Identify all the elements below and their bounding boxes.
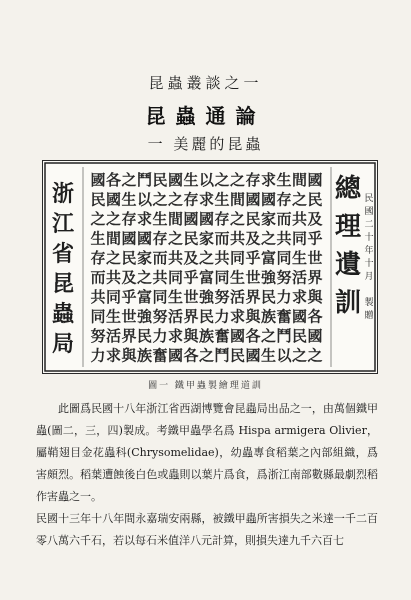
mosaic-glyph: 生 bbox=[214, 190, 230, 209]
mosaic-glyph: 及 bbox=[245, 229, 261, 248]
body-text bbox=[36, 398, 378, 552]
mosaic-glyph: 乎 bbox=[307, 229, 323, 248]
mosaic-glyph: 生 bbox=[167, 288, 184, 306]
mosaic-glyph: 國 bbox=[167, 346, 184, 365]
mosaic-glyph: 活 bbox=[291, 268, 308, 287]
mosaic-glyph: 之 bbox=[152, 190, 168, 209]
mosaic-glyph: 民 bbox=[291, 327, 308, 345]
mosaic-glyph: 之 bbox=[90, 210, 106, 228]
mosaic-glyph: 求 bbox=[136, 210, 153, 228]
mosaic-glyph: 國 bbox=[105, 190, 122, 209]
mosaic-glyph: 生 bbox=[291, 249, 308, 267]
right-column-char: 總 bbox=[334, 174, 362, 204]
mosaic-glyph: 國 bbox=[229, 327, 246, 345]
right-sub-char: 民 bbox=[364, 194, 374, 204]
mosaic-glyph: 努 bbox=[276, 268, 292, 287]
mosaic-glyph: 族 bbox=[260, 307, 277, 326]
mosaic-glyph: 民 bbox=[90, 190, 106, 209]
mosaic-glyph: 世 bbox=[121, 307, 137, 326]
mosaic-glyph: 活 bbox=[229, 288, 246, 306]
left-column-lettering bbox=[52, 181, 75, 357]
mosaic-glyph: 各 bbox=[245, 327, 261, 345]
right-sub-char: 贈 bbox=[364, 311, 374, 321]
mosaic-glyph: 共 bbox=[291, 210, 308, 228]
mosaic-glyph: 鬥 bbox=[136, 171, 153, 189]
mosaic-glyph: 及 bbox=[121, 268, 137, 287]
mosaic-glyph: 之 bbox=[198, 346, 215, 365]
mosaic-glyph: 同 bbox=[152, 288, 168, 306]
mosaic-illustration bbox=[43, 161, 377, 373]
left-column-char: 浙 bbox=[51, 181, 75, 207]
mosaic-glyph: 族 bbox=[198, 327, 215, 345]
mosaic-glyph: 間 bbox=[105, 229, 122, 248]
mosaic-glyph: 奮 bbox=[152, 346, 168, 365]
mosaic-glyph: 富 bbox=[260, 249, 277, 267]
mosaic-glyph: 同 bbox=[90, 307, 106, 326]
right-column-char: 遺 bbox=[334, 250, 362, 280]
mosaic-glyph: 共 bbox=[152, 268, 168, 287]
mosaic-glyph: 國 bbox=[121, 229, 137, 248]
mosaic-glyph: 而 bbox=[152, 249, 168, 267]
mosaic-glyph: 之 bbox=[121, 171, 137, 189]
mosaic-glyph: 生 bbox=[105, 307, 122, 326]
mosaic-glyph: 求 bbox=[105, 346, 122, 365]
right-sub-char: 國 bbox=[364, 207, 374, 217]
mosaic-glyph: 求 bbox=[167, 327, 184, 345]
right-sub-char: 十 bbox=[364, 259, 374, 269]
mosaic-glyph: 生 bbox=[276, 171, 292, 189]
mosaic-glyph: 各 bbox=[183, 346, 199, 365]
main-title: 昆蟲通論 bbox=[145, 104, 266, 128]
mosaic-glyph: 同 bbox=[105, 288, 122, 306]
mosaic-glyph: 之 bbox=[105, 210, 122, 228]
mosaic-glyph: 生 bbox=[260, 346, 277, 365]
mosaic-glyph: 力 bbox=[90, 346, 106, 365]
mosaic-glyph: 之 bbox=[260, 229, 277, 248]
mosaic-glyph: 生 bbox=[183, 171, 199, 189]
mosaic-glyph: 與 bbox=[121, 346, 137, 365]
mosaic-glyph: 各 bbox=[307, 307, 323, 326]
mosaic-grid bbox=[83, 167, 331, 367]
mosaic-glyph: 乎 bbox=[183, 268, 199, 287]
mosaic-glyph: 間 bbox=[291, 171, 308, 189]
mosaic-glyph: 各 bbox=[105, 171, 122, 189]
mosaic-glyph: 存 bbox=[276, 190, 292, 209]
mosaic-glyph: 以 bbox=[198, 171, 215, 189]
mosaic-glyph: 之 bbox=[307, 346, 323, 365]
mosaic-glyph: 民 bbox=[121, 249, 137, 267]
mosaic-glyph: 之 bbox=[291, 346, 308, 365]
mosaic-glyph: 之 bbox=[229, 171, 246, 189]
mosaic-glyph: 存 bbox=[90, 249, 106, 267]
mosaic-glyph: 生 bbox=[229, 268, 246, 287]
mosaic-glyph: 存 bbox=[214, 210, 230, 228]
mosaic-glyph: 國 bbox=[198, 210, 215, 228]
mosaic-glyph: 族 bbox=[136, 346, 153, 365]
mosaic-glyph: 國 bbox=[245, 190, 261, 209]
mosaic-glyph: 強 bbox=[198, 288, 215, 306]
mosaic-glyph: 民 bbox=[152, 171, 168, 189]
mosaic-glyph: 國 bbox=[291, 307, 308, 326]
mosaic-glyph: 世 bbox=[307, 249, 323, 267]
mosaic-glyph: 乎 bbox=[121, 288, 137, 306]
left-column-char: 省 bbox=[51, 241, 75, 267]
mosaic-glyph: 求 bbox=[229, 307, 246, 326]
mosaic-glyph: 間 bbox=[229, 190, 246, 209]
mosaic-glyph: 國 bbox=[167, 171, 184, 189]
mosaic-glyph: 生 bbox=[121, 190, 137, 209]
mosaic-glyph: 存 bbox=[245, 171, 261, 189]
mosaic-glyph: 界 bbox=[183, 307, 199, 326]
mosaic-glyph: 努 bbox=[214, 288, 230, 306]
left-column-char: 蟲 bbox=[51, 301, 75, 327]
mosaic-glyph: 共 bbox=[229, 229, 246, 248]
mosaic-glyph: 而 bbox=[90, 268, 106, 287]
mosaic-glyph: 同 bbox=[167, 268, 184, 287]
mosaic-glyph: 之 bbox=[291, 190, 308, 209]
right-sub-char: 年 bbox=[364, 246, 374, 256]
mosaic-glyph: 奮 bbox=[276, 307, 292, 326]
mosaic-glyph: 民 bbox=[229, 346, 246, 365]
mosaic-glyph: 求 bbox=[291, 288, 308, 306]
mosaic-glyph: 努 bbox=[90, 327, 106, 345]
mosaic-glyph: 界 bbox=[307, 268, 323, 287]
section-title: 一 美麗的昆蟲 bbox=[147, 135, 264, 153]
mosaic-glyph: 努 bbox=[152, 307, 168, 326]
mosaic-glyph: 之 bbox=[214, 171, 230, 189]
mosaic-glyph: 之 bbox=[167, 229, 184, 248]
mosaic-glyph: 鬥 bbox=[276, 327, 292, 345]
mosaic-glyph: 力 bbox=[152, 327, 168, 345]
mosaic-glyph: 之 bbox=[229, 210, 246, 228]
mosaic-glyph: 鬥 bbox=[214, 346, 230, 365]
left-column-char: 局 bbox=[51, 331, 75, 357]
mosaic-glyph: 共 bbox=[167, 249, 184, 267]
mosaic-glyph: 與 bbox=[245, 307, 261, 326]
right-column-char: 理 bbox=[334, 212, 362, 242]
mosaic-glyph: 及 bbox=[183, 249, 199, 267]
mosaic-glyph: 國 bbox=[307, 171, 323, 189]
mosaic-glyph: 強 bbox=[136, 307, 153, 326]
mosaic-glyph: 求 bbox=[260, 171, 277, 189]
mosaic-glyph: 富 bbox=[136, 288, 153, 306]
series-title: 昆蟲叢談之一 bbox=[148, 74, 263, 92]
mosaic-glyph: 國 bbox=[307, 327, 323, 345]
body-paragraph-2: 民國十三年十八年間永嘉瑞安兩縣，被鐵甲蟲所害損失之米達一千二百零八萬六千石，若以每石米值洋八元計算，則損失達九千六百七 bbox=[36, 512, 378, 547]
mosaic-glyph: 力 bbox=[214, 307, 230, 326]
mosaic-glyph: 以 bbox=[276, 346, 292, 365]
mosaic-glyph: 而 bbox=[214, 229, 230, 248]
mosaic-glyph: 以 bbox=[136, 190, 153, 209]
mosaic-glyph: 存 bbox=[183, 190, 199, 209]
mosaic-glyph: 國 bbox=[90, 171, 106, 189]
mosaic-glyph: 奮 bbox=[214, 327, 230, 345]
mosaic-glyph: 之 bbox=[260, 327, 277, 345]
mosaic-glyph: 之 bbox=[198, 249, 215, 267]
mosaic-glyph: 同 bbox=[229, 249, 246, 267]
mosaic-glyph: 富 bbox=[198, 268, 215, 287]
mosaic-glyph: 生 bbox=[90, 229, 106, 248]
mosaic-glyph: 世 bbox=[245, 268, 261, 287]
mosaic-glyph: 強 bbox=[260, 268, 277, 287]
mosaic-glyph: 共 bbox=[276, 229, 292, 248]
mosaic-glyph: 之 bbox=[136, 268, 153, 287]
mosaic-glyph: 世 bbox=[183, 288, 199, 306]
mosaic-glyph: 而 bbox=[276, 210, 292, 228]
mosaic-glyph: 共 bbox=[214, 249, 230, 267]
mosaic-glyph: 力 bbox=[276, 288, 292, 306]
right-sub-lettering bbox=[364, 193, 373, 321]
mosaic-glyph: 存 bbox=[121, 210, 137, 228]
mosaic-glyph: 乎 bbox=[245, 249, 261, 267]
mosaic-glyph: 同 bbox=[214, 268, 230, 287]
body-paragraph-1: 此圖爲民國十八年浙江省西湖博覽會昆蟲局出品之一，由萬個鐵甲蟲(圖二，三，四)製成。考鐵甲蟲學名爲 Hispa armigera Olivier，屬鞘翅目金花蟲科(Chrysomelidae)，幼蟲專食稻葉之內部組織，爲害頗烈。稻葉遭蝕後白色或蟲則以葉片爲食，爲浙江南部數縣最劇烈稻作害蟲之一。 bbox=[36, 402, 378, 503]
right-column-lettering bbox=[335, 174, 362, 318]
mosaic-glyph: 活 bbox=[167, 307, 184, 326]
mosaic-glyph: 民 bbox=[136, 327, 153, 345]
mosaic-glyph: 活 bbox=[105, 327, 122, 345]
mosaic-glyph: 生 bbox=[152, 210, 168, 228]
mosaic-glyph: 共 bbox=[105, 268, 122, 287]
mosaic-glyph: 求 bbox=[198, 190, 215, 209]
mosaic-glyph: 民 bbox=[307, 190, 323, 209]
right-sub-char: 月 bbox=[364, 272, 374, 282]
mosaic-glyph: 與 bbox=[183, 327, 199, 345]
left-column-char: 江 bbox=[51, 211, 75, 237]
insect-mosaic-figure bbox=[42, 160, 378, 374]
mosaic-glyph: 之 bbox=[167, 190, 184, 209]
mosaic-glyph: 國 bbox=[245, 346, 261, 365]
mosaic-glyph: 家 bbox=[198, 229, 215, 248]
right-sub-char: 製 bbox=[364, 298, 374, 308]
mosaic-glyph: 家 bbox=[136, 249, 153, 267]
mosaic-glyph: 家 bbox=[260, 210, 277, 228]
mosaic-glyph: 存 bbox=[152, 229, 168, 248]
mosaic-glyph: 民 bbox=[183, 229, 199, 248]
mosaic-glyph: 界 bbox=[245, 288, 261, 306]
mosaic-glyph: 之 bbox=[105, 249, 122, 267]
mosaic-glyph: 民 bbox=[198, 307, 215, 326]
right-column-char: 訓 bbox=[334, 288, 362, 318]
right-sub-char: 十 bbox=[364, 233, 374, 243]
mosaic-glyph: 間 bbox=[167, 210, 184, 228]
left-column-char: 昆 bbox=[51, 271, 75, 297]
mosaic-glyph: 界 bbox=[121, 327, 137, 345]
mosaic-glyph: 國 bbox=[183, 210, 199, 228]
figure-caption: 圖一 鐵甲蟲製繪理道訓 bbox=[148, 381, 263, 391]
mosaic-glyph: 同 bbox=[291, 229, 308, 248]
mosaic-glyph: 國 bbox=[260, 190, 277, 209]
mosaic-glyph: 民 bbox=[260, 288, 277, 306]
mosaic-glyph: 國 bbox=[136, 229, 153, 248]
right-sub-char: 二 bbox=[364, 220, 374, 230]
mosaic-glyph: 及 bbox=[307, 210, 323, 228]
mosaic-glyph: 共 bbox=[90, 288, 106, 306]
mosaic-glyph: 同 bbox=[276, 249, 292, 267]
mosaic-glyph: 與 bbox=[307, 288, 323, 306]
mosaic-glyph: 民 bbox=[245, 210, 261, 228]
